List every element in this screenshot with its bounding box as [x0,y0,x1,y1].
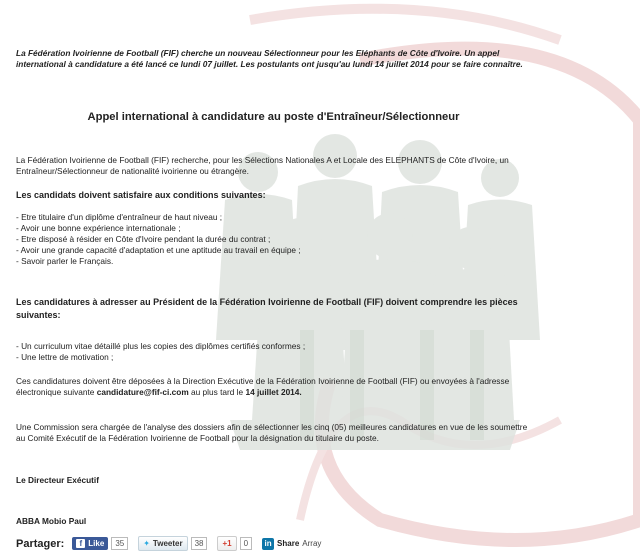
submission-text-middle: au plus tard le [188,387,246,397]
paragraph-commission: Une Commission sera chargée de l'analyse des dossiers afin de sélectionner les cinq (05) meilleures candidatures en vue de les soumettre au Comité Exécutif de la Fédération Ivoirienne de Football pour la désignation du titulaire du poste. [16,422,528,443]
article-intro: La Fédération Ivoirienne de Football (FIF) cherche un nouveau Sélectionneur pour les Eléphants de Côte d'Ivoire. Un appel international à candidature a été lancé ce lundi 07 juillet. Les postulants ont jusqu'au lundi 14 juillet 2014 pour se faire connaître. [16,48,523,69]
signature-title: Le Directeur Exécutif [16,475,99,485]
list-item: - Avoir une grande capacité d'adaptation et une aptitude au travail en équipe ; [16,245,301,255]
documents-list [16,341,536,363]
list-item: - Un curriculum vitae détaillé plus les copies des diplômes certifiés conformes ; [16,341,306,351]
list-item: - Une lettre de motivation ; [16,352,114,362]
linkedin-share-count: Array [302,539,322,548]
signature-name: ABBA Mobio Paul [16,516,87,526]
email-link[interactable]: candidature@fif-ci.com [96,387,189,397]
list-item: - Savoir parler le Français. [16,256,114,266]
deadline-date: 14 juillet 2014. [245,387,302,397]
documents-title: Les candidatures à adresser au Président de la Fédération Ivoirienne de Football (FIF) doivent comprendre les pièces suivantes: [16,297,518,320]
facebook-like-count: 35 [111,537,128,550]
twitter-tweet-label: Tweeter [152,539,183,548]
submission-text: Ces candidatures doivent être déposées à la Direction Exécutive de la Fédération Ivoirienne de Football (FIF) ou envoyées à l'adresse électronique suivante [16,376,510,397]
google-plus-one-button[interactable] [217,536,236,551]
facebook-like-button[interactable] [72,537,108,550]
list-item: - Avoir une bonne expérience internationale ; [16,223,181,233]
twitter-tweet-count: 38 [191,537,208,550]
conditions-list [16,212,536,267]
linkedin-share-button[interactable]: Share [277,539,300,548]
article-heading: Appel international à candidature au poste d'Entraîneur/Sélectionneur [87,111,460,123]
facebook-like-label: Like [88,539,105,548]
list-item: - Etre disposé à résider en Côte d'Ivoire pendant la durée du contrat ; [16,234,271,244]
conditions-title: Les candidats doivent satisfaire aux conditions suivantes: [16,190,266,200]
list-item: - Etre titulaire d'un diplôme d'entraîneur de haut niveau ; [16,212,223,222]
google-plus-one-label: +1 [222,539,232,548]
twitter-bird-icon: ✦ [143,539,150,548]
paragraph-description: La Fédération Ivoirienne de Football (FIF) recherche, pour les Sélections Nationales A et Locale des ELEPHANTS de Côte d'Ivoire, un Entraîneur/Sélectionneur de nationalité ivoirienne ou étrangère. [16,155,509,176]
share-label: Partager: [16,537,65,550]
facebook-icon: f [76,539,85,548]
share-bar [16,536,321,551]
paragraph-submission [16,376,536,398]
linkedin-icon[interactable]: in [262,538,274,550]
google-plus-one-count: 0 [240,537,252,550]
twitter-tweet-button[interactable] [138,536,187,551]
